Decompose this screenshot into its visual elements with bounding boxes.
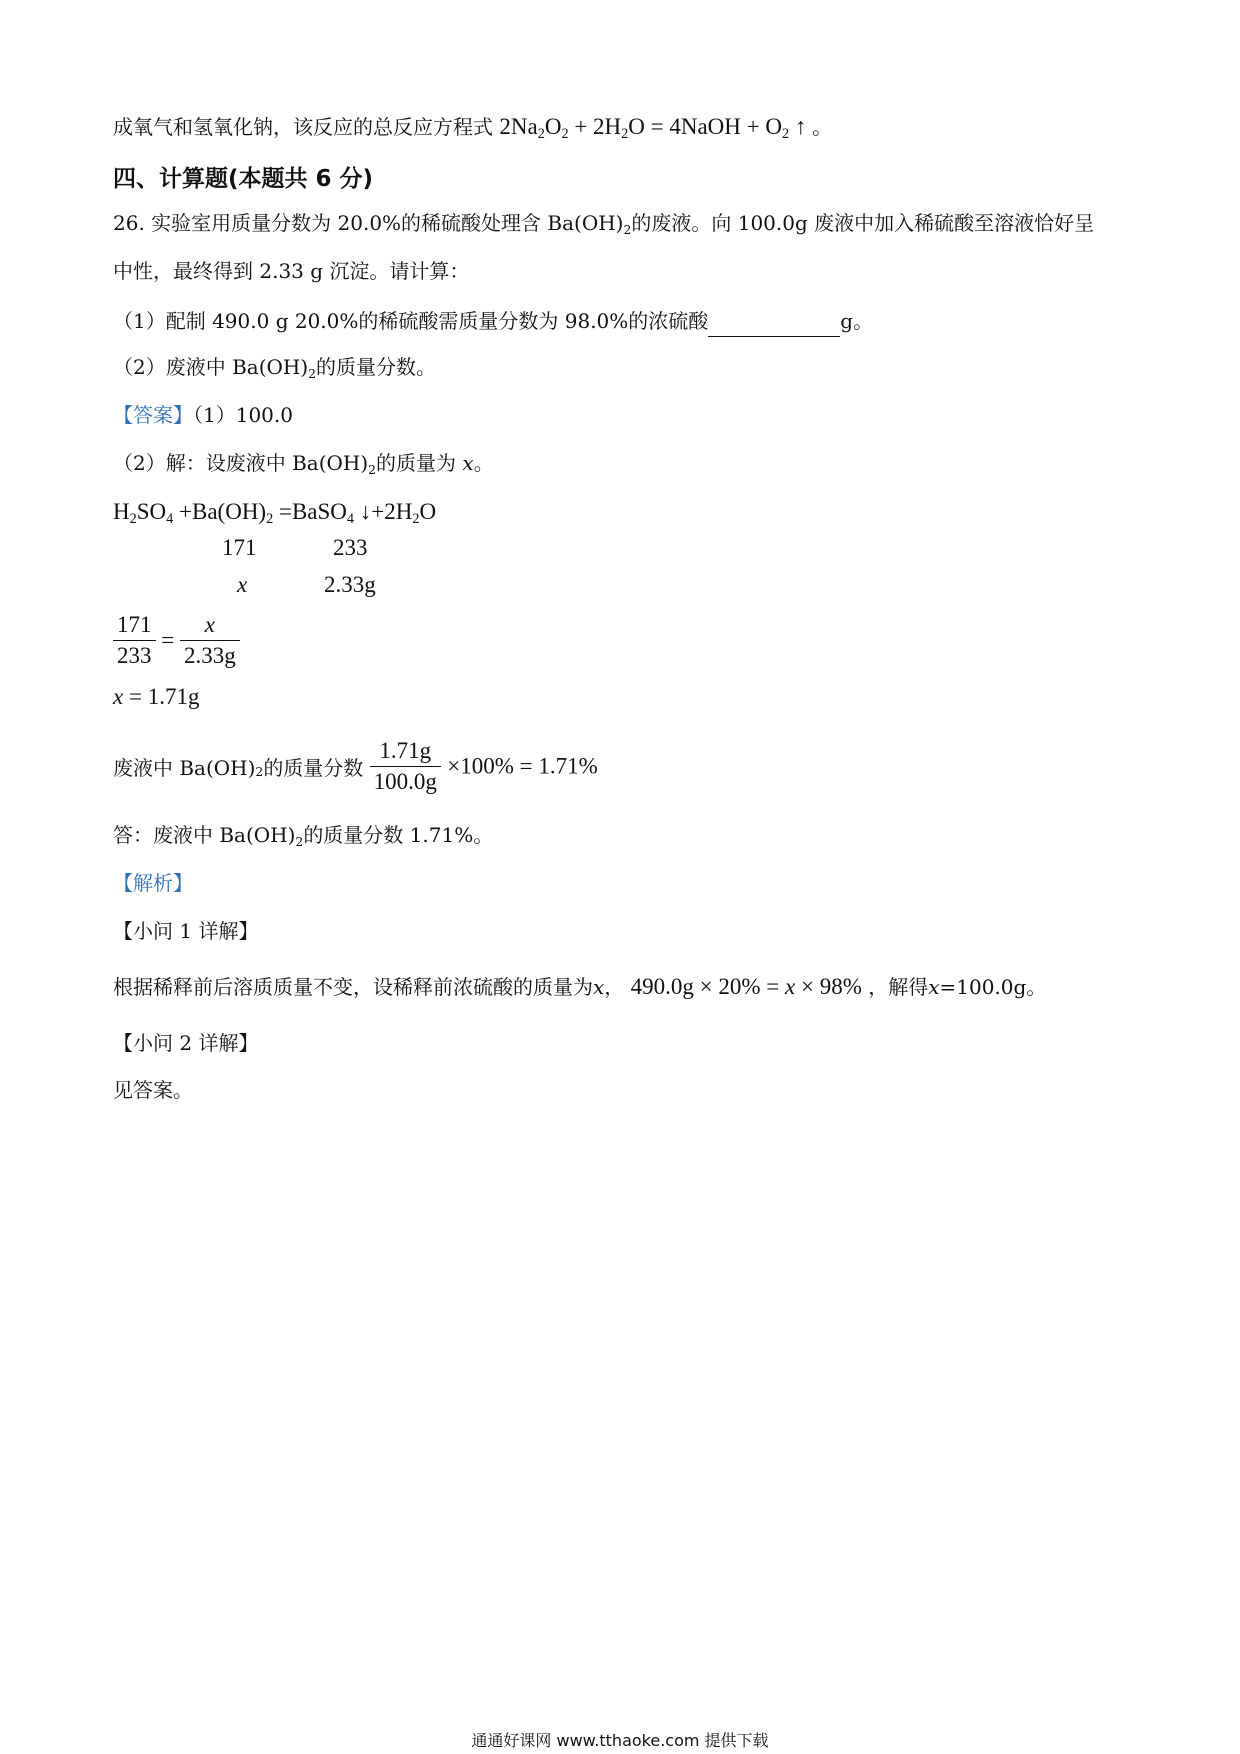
question-part-1: （1）配制 490.0 g 20.0%的稀硫酸需质量分数为 98.0%的浓硫酸 g。: [113, 306, 873, 337]
intro-text: 成氧气和氢氧化钠，该反应的总反应方程式: [113, 115, 493, 139]
mass-fraction: $\frac{1.71g}{100.0g}$: [370, 738, 441, 795]
answer-blank: [708, 306, 840, 337]
unknown-x: x: [237, 572, 248, 597]
result-line: x = 1.71g: [113, 684, 200, 709]
question-line-1: 26. 实验室用质量分数为 20.0%的稀硫酸处理含 $Ba(OH)_2$的废液。向 100.0g 废液中加入稀硫酸至溶液恰好呈: [113, 211, 1095, 237]
sub-question-1-text: 根据稀释前后溶质质量不变，设稀释前浓硫酸的质量为x， 490.0g × 20% = x × 98% ，解得x=100.0g。: [113, 974, 1047, 999]
ratio-left: $\frac{171}{233}$: [113, 612, 156, 669]
reaction-equation: $2Na_2O_2 + 2H_2O$ = 4NaOH + $O_2$ ↑: [499, 114, 807, 142]
sub-question-1-title: 【小问 1 详解】: [113, 919, 259, 943]
conclusion-line: 答：废液中 $Ba(OH)_2$的质量分数 1.71%。: [113, 823, 494, 849]
sub-question-2-title: 【小问 2 详解】: [113, 1031, 259, 1055]
molar-mass-171: 171: [222, 535, 257, 560]
neutralization-equation: $H_2SO_4 +Ba(OH)_2$ =BaSO$_4$ $↓+2H_2O$: [113, 499, 437, 527]
answer-part-2-intro: （2）解：设废液中 $Ba(OH)_2$的质量为 x。: [113, 451, 494, 477]
precipitate-mass: 2.33g: [324, 572, 376, 597]
mass-fraction-line: 废液中 $Ba(OH)_2$的质量分数 $\frac{1.71g}{100.0g}$ ×100% = 1.71%: [113, 738, 598, 794]
analysis-tag: 【解析】: [113, 871, 193, 895]
section-heading: 四、计算题(本题共 6 分): [113, 166, 374, 192]
answer-tag: 【答案】: [113, 403, 193, 427]
answer-part-1: 【答案】（1）100.0: [113, 403, 293, 427]
molar-mass-233: 233: [333, 535, 368, 560]
sub-question-2-text: 见答案。: [113, 1078, 193, 1102]
intro-line: 成氧气和氢氧化钠，该反应的总反应方程式 $2Na_2O_2 + 2H_2O$ = 4NaOH + $O_2$ ↑ 。: [113, 114, 833, 142]
ratio-equation: $\frac{171}{233}$ = $\frac{x}{2.33g}$: [113, 612, 240, 669]
question-line-2: 中性，最终得到 2.33 g 沉淀。请计算：: [113, 259, 470, 283]
ratio-right: $\frac{x}{2.33g}$: [180, 612, 240, 669]
question-part-2: （2）废液中 $Ba(OH)_2$的质量分数。: [113, 355, 437, 381]
page-footer: 通通好课网 www.tthaoke.com 提供下载: [471, 1731, 769, 1750]
